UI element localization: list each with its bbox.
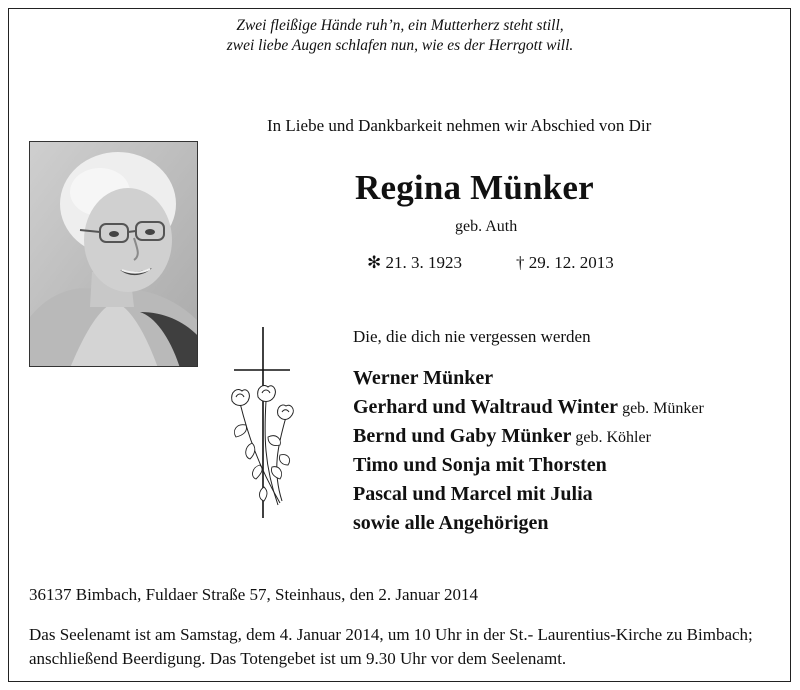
- place-and-date: 36137 Bimbach, Fuldaer Straße 57, Steinhaus, den 2. Januar 2014: [29, 585, 479, 604]
- portrait-illustration: [30, 142, 198, 367]
- motto-verse: [0, 16, 800, 56]
- motto-line-1: Zwei fleißige Hände ruh’n, ein Mutterherz steht still,: [236, 17, 564, 34]
- mourner-name: Pascal und Marcel mit Julia: [353, 483, 593, 505]
- mourners-list: [353, 364, 704, 538]
- death-date: † 29. 12. 2013: [516, 253, 614, 272]
- mourners-intro: Die, die dich nie vergessen werden: [353, 327, 591, 346]
- mourner-item: [353, 393, 704, 422]
- mourner-note: geb. Köhler: [575, 429, 651, 446]
- maiden-name: geb. Auth: [455, 218, 518, 235]
- mourner-item: [353, 509, 704, 538]
- mourner-name: Gerhard und Waltraud Winter: [353, 396, 619, 418]
- birth-date: ✻ 21. 3. 1923: [367, 253, 462, 272]
- motto-line-2: zwei liebe Augen schlafen nun, wie es der Herrgott will.: [226, 37, 574, 54]
- mourner-name: Bernd und Gaby Münker: [353, 425, 572, 447]
- mourner-item: [353, 480, 704, 509]
- mourner-item: [353, 451, 704, 480]
- mourner-name: Werner Münker: [353, 367, 494, 389]
- farewell-intro: In Liebe und Dankbarkeit nehmen wir Abschied von Dir: [267, 116, 652, 135]
- mourner-item: [353, 364, 704, 393]
- mourner-item: [353, 422, 704, 451]
- cross-with-roses-icon: [222, 325, 302, 520]
- deceased-name: Regina Münker: [355, 168, 594, 207]
- mourner-name: sowie alle Angehörigen: [353, 512, 549, 534]
- mourner-name: Timo und Sonja mit Thorsten: [353, 454, 607, 476]
- portrait-photo: [29, 141, 198, 367]
- service-details: Das Seelenamt ist am Samstag, dem 4. Januar 2014, um 10 Uhr in der St.- Laurentius-Kirche zu Bimbach; anschließend Beerdigung. Das Totengebet ist um 9.30 Uhr vor dem Seelenamt.: [29, 625, 753, 668]
- mourner-note: geb. Münker: [622, 400, 704, 417]
